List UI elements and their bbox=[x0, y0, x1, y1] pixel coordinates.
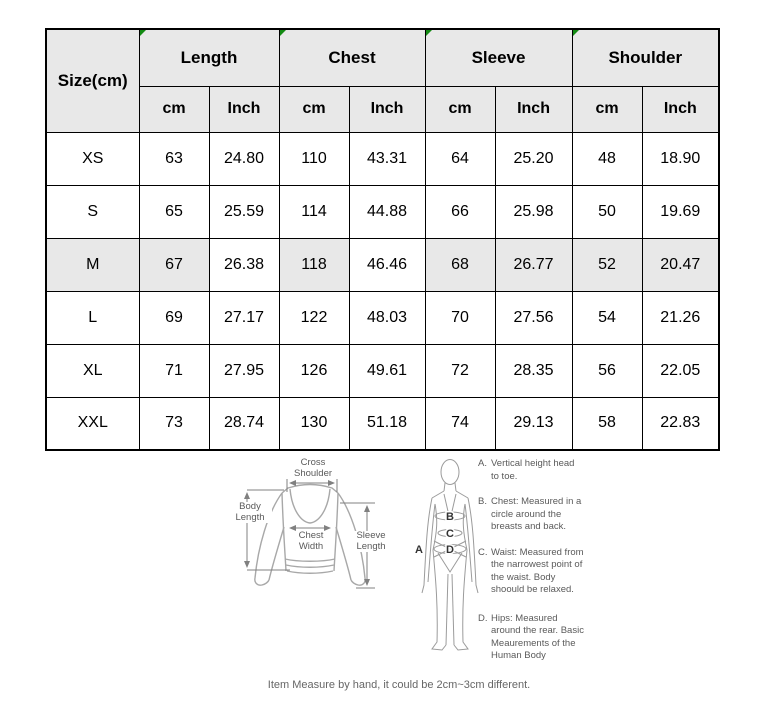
group-header-label: Length bbox=[180, 47, 238, 67]
table-unit-header-row bbox=[46, 86, 719, 132]
table-corner-header: Size(cm) bbox=[46, 29, 139, 132]
value-cell: 48 bbox=[572, 132, 642, 185]
figure-label-c: C bbox=[446, 528, 454, 540]
table-row-s bbox=[46, 185, 719, 238]
figure-label-b: B bbox=[446, 511, 454, 523]
value-cell: 28.74 bbox=[209, 397, 279, 450]
value-cell: 50 bbox=[572, 185, 642, 238]
value-cell: 52 bbox=[572, 238, 642, 291]
instruction-text: Vertical height head to toe. bbox=[491, 458, 575, 482]
column-group-header-shoulder bbox=[572, 29, 719, 86]
column-group-header-chest bbox=[279, 29, 425, 86]
cell-corner-flag-icon bbox=[140, 30, 146, 36]
value-cell: 65 bbox=[139, 185, 209, 238]
value-cell: 29.13 bbox=[495, 397, 572, 450]
group-header-label: Chest bbox=[328, 47, 376, 67]
table-row-xxl bbox=[46, 397, 719, 450]
value-cell: 25.98 bbox=[495, 185, 572, 238]
value-cell: 43.31 bbox=[349, 132, 425, 185]
instruction-label: A. bbox=[478, 458, 487, 469]
instruction-item-a bbox=[478, 458, 584, 483]
value-cell: 126 bbox=[279, 344, 349, 397]
value-cell: 74 bbox=[425, 397, 495, 450]
unit-header: Inch bbox=[349, 86, 425, 132]
value-cell: 64 bbox=[425, 132, 495, 185]
unit-header: cm bbox=[425, 86, 495, 132]
column-group-header-length bbox=[139, 29, 279, 86]
instruction-label: B. bbox=[478, 496, 487, 507]
unit-header: Inch bbox=[209, 86, 279, 132]
value-cell: 27.17 bbox=[209, 291, 279, 344]
value-cell: 54 bbox=[572, 291, 642, 344]
group-header-label: Sleeve bbox=[471, 47, 526, 67]
measurement-diagram-section bbox=[0, 452, 762, 718]
instruction-item-c bbox=[478, 547, 584, 597]
value-cell: 26.38 bbox=[209, 238, 279, 291]
unit-header: cm bbox=[572, 86, 642, 132]
value-cell: 22.05 bbox=[642, 344, 719, 397]
value-cell: 122 bbox=[279, 291, 349, 344]
garment-measure-diagram bbox=[228, 452, 438, 617]
cell-corner-flag-icon bbox=[573, 30, 579, 36]
value-cell: 18.90 bbox=[642, 132, 719, 185]
value-cell: 46.46 bbox=[349, 238, 425, 291]
value-cell: 27.56 bbox=[495, 291, 572, 344]
unit-header: cm bbox=[279, 86, 349, 132]
value-cell: 25.20 bbox=[495, 132, 572, 185]
body-figure-diagram bbox=[413, 452, 485, 664]
value-cell: 66 bbox=[425, 185, 495, 238]
instruction-label: D. bbox=[478, 612, 488, 624]
value-cell: 118 bbox=[279, 238, 349, 291]
chest-width-label: Chest Width bbox=[288, 531, 334, 552]
value-cell: 130 bbox=[279, 397, 349, 450]
value-cell: 25.59 bbox=[209, 185, 279, 238]
cell-corner-flag-icon bbox=[280, 30, 286, 36]
figure-label-a: A bbox=[415, 544, 423, 556]
unit-header: Inch bbox=[495, 86, 572, 132]
value-cell: 24.80 bbox=[209, 132, 279, 185]
value-cell: 71 bbox=[139, 344, 209, 397]
human-figure-sketch-icon bbox=[413, 452, 485, 664]
measurement-instructions bbox=[478, 458, 584, 676]
instruction-label: C. bbox=[478, 546, 488, 558]
value-cell: 114 bbox=[279, 185, 349, 238]
value-cell: 69 bbox=[139, 291, 209, 344]
instruction-text: Hips: Measured around the rear. Basic Meaurements of the Human Body bbox=[491, 612, 584, 661]
instruction-text: Waist: Measured from the narrowest point of the waist. Body shoould be relaxed. bbox=[491, 546, 584, 595]
value-cell: 51.18 bbox=[349, 397, 425, 450]
size-cell: XS bbox=[46, 132, 139, 185]
value-cell: 72 bbox=[425, 344, 495, 397]
body-length-label: Body Length bbox=[228, 502, 272, 523]
value-cell: 27.95 bbox=[209, 344, 279, 397]
value-cell: 70 bbox=[425, 291, 495, 344]
value-cell: 28.35 bbox=[495, 344, 572, 397]
sleeve-length-label: Sleeve Length bbox=[346, 531, 396, 552]
size-cell: S bbox=[46, 185, 139, 238]
value-cell: 19.69 bbox=[642, 185, 719, 238]
value-cell: 48.03 bbox=[349, 291, 425, 344]
measurement-note: Item Measure by hand, it could be 2cm~3cm different. bbox=[267, 679, 531, 691]
instruction-item-d bbox=[478, 613, 584, 663]
value-cell: 44.88 bbox=[349, 185, 425, 238]
value-cell: 67 bbox=[139, 238, 209, 291]
table-row-xs bbox=[46, 132, 719, 185]
table-header-group-row bbox=[46, 29, 719, 86]
table-row-m bbox=[46, 238, 719, 291]
value-cell: 68 bbox=[425, 238, 495, 291]
size-chart-table bbox=[45, 28, 720, 451]
size-cell: L bbox=[46, 291, 139, 344]
unit-header: Inch bbox=[642, 86, 719, 132]
value-cell: 20.47 bbox=[642, 238, 719, 291]
value-cell: 63 bbox=[139, 132, 209, 185]
size-cell: XXL bbox=[46, 397, 139, 450]
cross-shoulder-label: Cross Shoulder bbox=[284, 458, 342, 479]
value-cell: 110 bbox=[279, 132, 349, 185]
value-cell: 49.61 bbox=[349, 344, 425, 397]
value-cell: 21.26 bbox=[642, 291, 719, 344]
column-group-header-sleeve bbox=[425, 29, 572, 86]
value-cell: 56 bbox=[572, 344, 642, 397]
value-cell: 58 bbox=[572, 397, 642, 450]
group-header-label: Shoulder bbox=[608, 47, 683, 67]
size-cell: XL bbox=[46, 344, 139, 397]
cell-corner-flag-icon bbox=[426, 30, 432, 36]
unit-header: cm bbox=[139, 86, 209, 132]
table-row-l bbox=[46, 291, 719, 344]
figure-label-d: D bbox=[446, 544, 454, 556]
value-cell: 73 bbox=[139, 397, 209, 450]
instruction-item-b bbox=[478, 496, 584, 534]
table-row-xl bbox=[46, 344, 719, 397]
value-cell: 26.77 bbox=[495, 238, 572, 291]
value-cell: 22.83 bbox=[642, 397, 719, 450]
instruction-text: Chest: Measured in a circle around the breasts and back. bbox=[491, 496, 582, 532]
size-cell: M bbox=[46, 238, 139, 291]
